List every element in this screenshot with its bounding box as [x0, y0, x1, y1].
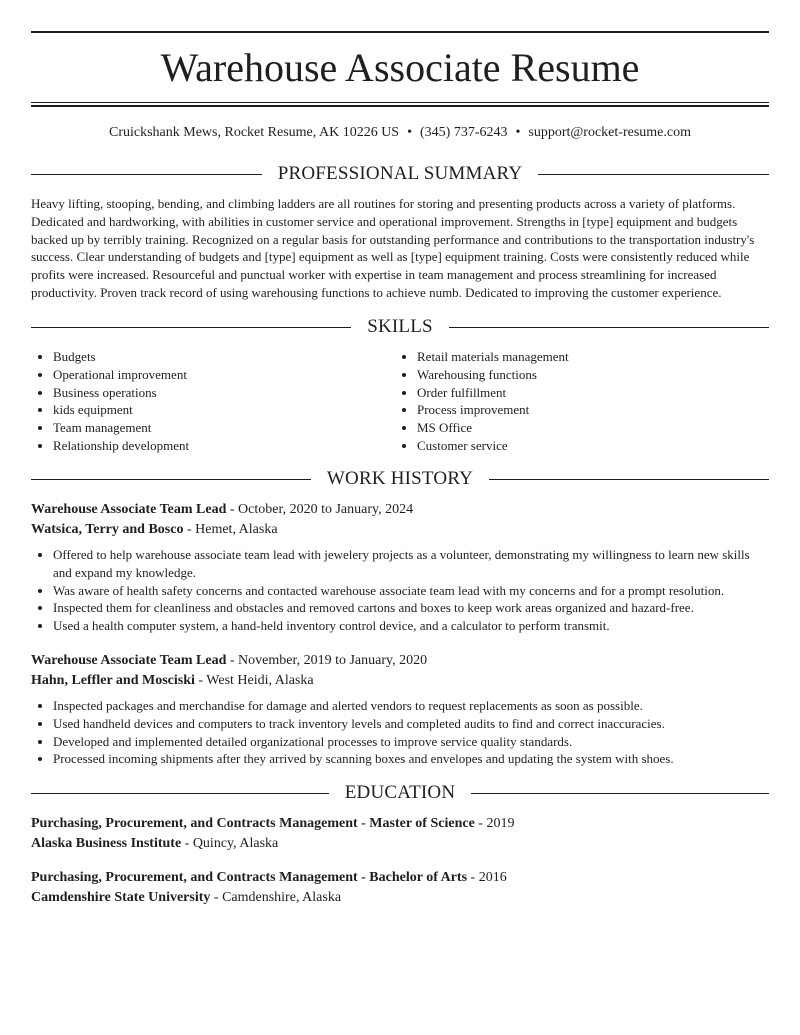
job-dates: - October, 2020 to January, 2024: [226, 502, 414, 517]
job-bullet: • Developed and implemented detailed organizational processes to improve service quality standards.: [53, 733, 769, 751]
education-degree: Purchasing, Procurement, and Contracts Management - Master of Science: [31, 816, 475, 831]
skills-list-left: [31, 348, 393, 455]
job-company: Watsica, Terry and Bosco: [31, 522, 184, 537]
job-entry: [31, 500, 769, 635]
job-bullets: [31, 697, 769, 768]
skill-item: • Operational improvement: [53, 366, 393, 384]
education-location: - Camdenshire, Alaska: [210, 890, 342, 905]
job-title: Warehouse Associate Team Lead: [31, 653, 227, 668]
education-heading: EDUCATION: [344, 782, 456, 803]
section-divider: [31, 174, 262, 175]
title-rule-upper: [31, 102, 769, 103]
summary-text: Heavy lifting, stooping, bending, and climbing ladders are all routines for storing and presenting products across a variety of platforms. Dedicated and hardworking, with abilities in customer service and operational improvement. Strengths in [type] equipment and budgets backed up by terribly training. Recognized on a regular basis for outstanding performance and contributions to the transportation industry's success. Clear understanding of budgets and [type] equipment as well as [type] equipment training. Costs were consistently reduced while profits were increased. Resourceful and punctual worker with expertise in team management and process streamlining for increased productivity. Proven track record of using warehousing functions to achieve numb. Dedicated to improving the customer experience.: [31, 196, 755, 300]
job-dates: - November, 2019 to January, 2020: [226, 653, 428, 668]
education-school: Camdenshire State University: [31, 890, 211, 905]
skills-section-header: [31, 315, 769, 339]
education-location: - Quincy, Alaska: [181, 836, 279, 851]
skill-item: • MS Office: [417, 419, 757, 437]
education-entry: [31, 814, 769, 854]
education-year: - 2016: [467, 870, 507, 885]
summary-heading: PROFESSIONAL SUMMARY: [277, 163, 523, 184]
education-entry: [31, 868, 769, 908]
section-divider: [489, 479, 769, 480]
skill-item: • Team management: [53, 419, 393, 437]
summary-section-header: [31, 162, 769, 186]
section-divider: [31, 327, 351, 328]
section-divider: [449, 327, 769, 328]
skill-item: • Process improvement: [417, 401, 757, 419]
job-bullet: • Inspected them for cleanliness and obstacles and removed cartons and boxes to keep work areas organized and hazard-free.: [53, 599, 769, 617]
skills-list-right: [395, 348, 757, 455]
section-divider: [31, 793, 329, 794]
job-entry: [31, 651, 769, 768]
education-year: - 2019: [474, 816, 515, 831]
job-bullets: [31, 546, 769, 635]
contact-separator: •: [407, 125, 412, 140]
work-heading: WORK HISTORY: [326, 468, 474, 489]
skills-heading: SKILLS: [367, 316, 433, 337]
job-bullet: • Was aware of health safety concerns and contacted warehouse associate team lead with my concerns and for a prompt resolution.: [53, 582, 769, 600]
job-company: Hahn, Leffler and Mosciski: [31, 673, 195, 688]
skill-item: • Relationship development: [53, 437, 393, 455]
section-divider: [471, 793, 769, 794]
skill-item: • Warehousing functions: [417, 366, 757, 384]
skill-item: • Budgets: [53, 348, 393, 366]
section-divider: [538, 174, 769, 175]
work-section-header: [31, 467, 769, 491]
job-bullet: • Used handheld devices and computers to track inventory levels and completed audits to find and correct inaccuracies.: [53, 715, 769, 733]
job-location: - Hemet, Alaska: [183, 522, 278, 537]
skill-item: • Order fulfillment: [417, 384, 757, 402]
contact-phone: (345) 737-6243: [420, 125, 508, 140]
contact-separator: •: [515, 125, 521, 140]
job-location: - West Heidi, Alaska: [194, 673, 314, 688]
job-title: Warehouse Associate Team Lead: [31, 502, 227, 517]
top-rule: [31, 31, 769, 33]
section-divider: [31, 479, 311, 480]
resume-title: Warehouse Associate Resume: [160, 45, 640, 90]
job-bullet: • Used a health computer system, a hand-held inventory control device, and a calculator to perform transmit.: [53, 617, 769, 635]
skill-item: • Business operations: [53, 384, 393, 402]
job-bullet: • Processed incoming shipments after they arrived by scanning boxes and envelopes and updating the system with shoes.: [53, 750, 769, 768]
contact-line: [31, 123, 769, 143]
education-degree: Purchasing, Procurement, and Contracts Management - Bachelor of Arts: [31, 870, 468, 885]
title-rule-lower: [31, 105, 769, 107]
skill-item: • Customer service: [417, 437, 757, 455]
contact-address: Cruickshank Mews, Rocket Resume, AK 10226 US: [109, 125, 400, 140]
education-school: Alaska Business Institute: [31, 836, 182, 851]
job-bullet: • Inspected packages and merchandise for damage and alerted vendors to request replacements as soon as possible.: [53, 697, 769, 715]
education-section-header: [31, 781, 769, 805]
skill-item: • kids equipment: [53, 401, 393, 419]
contact-email: support@rocket-resume.com: [528, 125, 691, 140]
job-bullet: • Offered to help warehouse associate team lead with jewelery projects as a volunteer, demonstrating my willingness to learn new skills and expand my knowledge.: [53, 546, 769, 582]
skill-item: • Retail materials management: [417, 348, 757, 366]
